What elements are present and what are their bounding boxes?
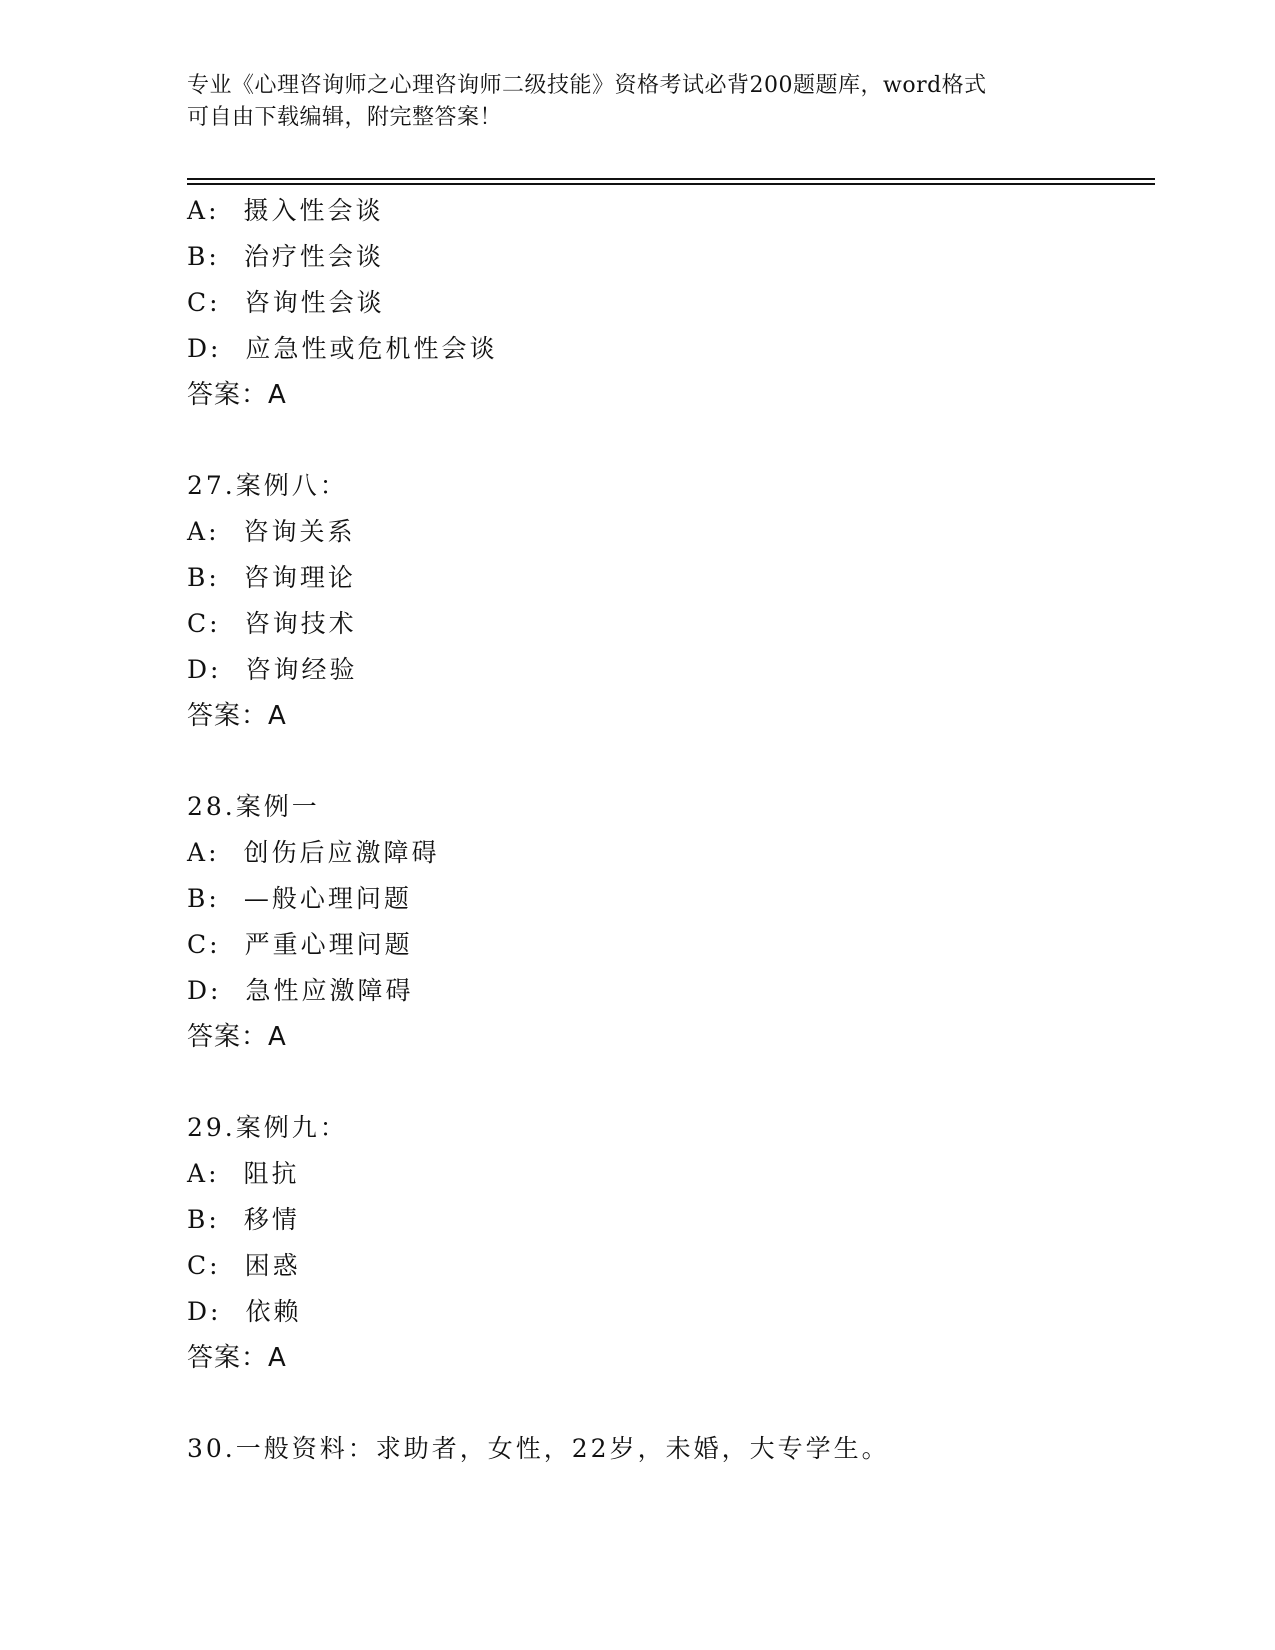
question-block-27 <box>187 463 1157 739</box>
question-stem: 30.一般资料：求助者，女性，22岁，未婚，大专学生。 <box>187 1434 890 1463</box>
option-d: D: 依赖 <box>187 1297 302 1326</box>
answer-line: 答案：A <box>187 1343 287 1373</box>
option-b: B: —般心理问题 <box>187 884 412 913</box>
option-a: A: 摄入性会谈 <box>187 196 384 225</box>
question-stem: 28.案例一 <box>187 792 320 821</box>
header-subtitle-line: 可自由下载编辑，附完整答案！ <box>187 105 503 130</box>
option-text: 依赖 <box>245 1297 302 1326</box>
question-stem: 27.案例八： <box>187 471 348 500</box>
question-stem: 29.案例九： <box>187 1113 348 1142</box>
option-a: A: 创伤后应激障碍 <box>187 838 440 867</box>
option-c: C: 咨询技术 <box>187 609 357 638</box>
answer-line: 答案：A <box>187 380 287 410</box>
option-c: C: 咨询性会谈 <box>187 288 385 317</box>
option-c: C: 严重心理问题 <box>187 930 413 959</box>
document-header <box>187 70 1087 134</box>
option-d: D: 应急性或危机性会谈 <box>187 334 498 363</box>
option-text: —般心理问题 <box>243 884 412 913</box>
option-text: 摄入性会谈 <box>243 196 384 225</box>
option-text: 急性应激障碍 <box>245 976 414 1005</box>
option-text: 咨询关系 <box>243 517 356 546</box>
option-text: 咨询技术 <box>244 609 357 638</box>
option-text: 阻抗 <box>243 1159 300 1188</box>
option-text: 创伤后应激障碍 <box>243 838 440 867</box>
option-d: D: 咨询经验 <box>187 655 358 684</box>
header-title-line: 专业《心理咨询师之心理咨询师二级技能》资格考试必背200题题库，word格式 <box>187 73 987 98</box>
question-block-continued <box>187 188 1157 418</box>
answer-line: 答案：A <box>187 1022 287 1052</box>
question-block-28 <box>187 784 1157 1060</box>
option-b: B: 移情 <box>187 1205 300 1234</box>
option-text: 移情 <box>243 1205 300 1234</box>
option-text: 治疗性会谈 <box>243 242 384 271</box>
option-text: 严重心理问题 <box>244 930 413 959</box>
header-divider-top <box>187 178 1155 180</box>
option-text: 咨询性会谈 <box>244 288 385 317</box>
option-b: B: 治疗性会谈 <box>187 242 384 271</box>
option-text: 咨询理论 <box>243 563 356 592</box>
question-list <box>187 188 1157 1472</box>
option-a: A: 阻抗 <box>187 1159 300 1188</box>
option-d: D: 急性应激障碍 <box>187 976 414 1005</box>
option-b: B: 咨询理论 <box>187 563 356 592</box>
option-a: A: 咨询关系 <box>187 517 356 546</box>
option-text: 困惑 <box>244 1251 301 1280</box>
question-block-29 <box>187 1105 1157 1381</box>
question-block-30 <box>187 1426 1157 1472</box>
option-c: C: 困惑 <box>187 1251 301 1280</box>
header-divider-bottom <box>187 183 1155 185</box>
answer-line: 答案：A <box>187 701 287 731</box>
option-text: 咨询经验 <box>245 655 358 684</box>
option-text: 应急性或危机性会谈 <box>245 334 498 363</box>
